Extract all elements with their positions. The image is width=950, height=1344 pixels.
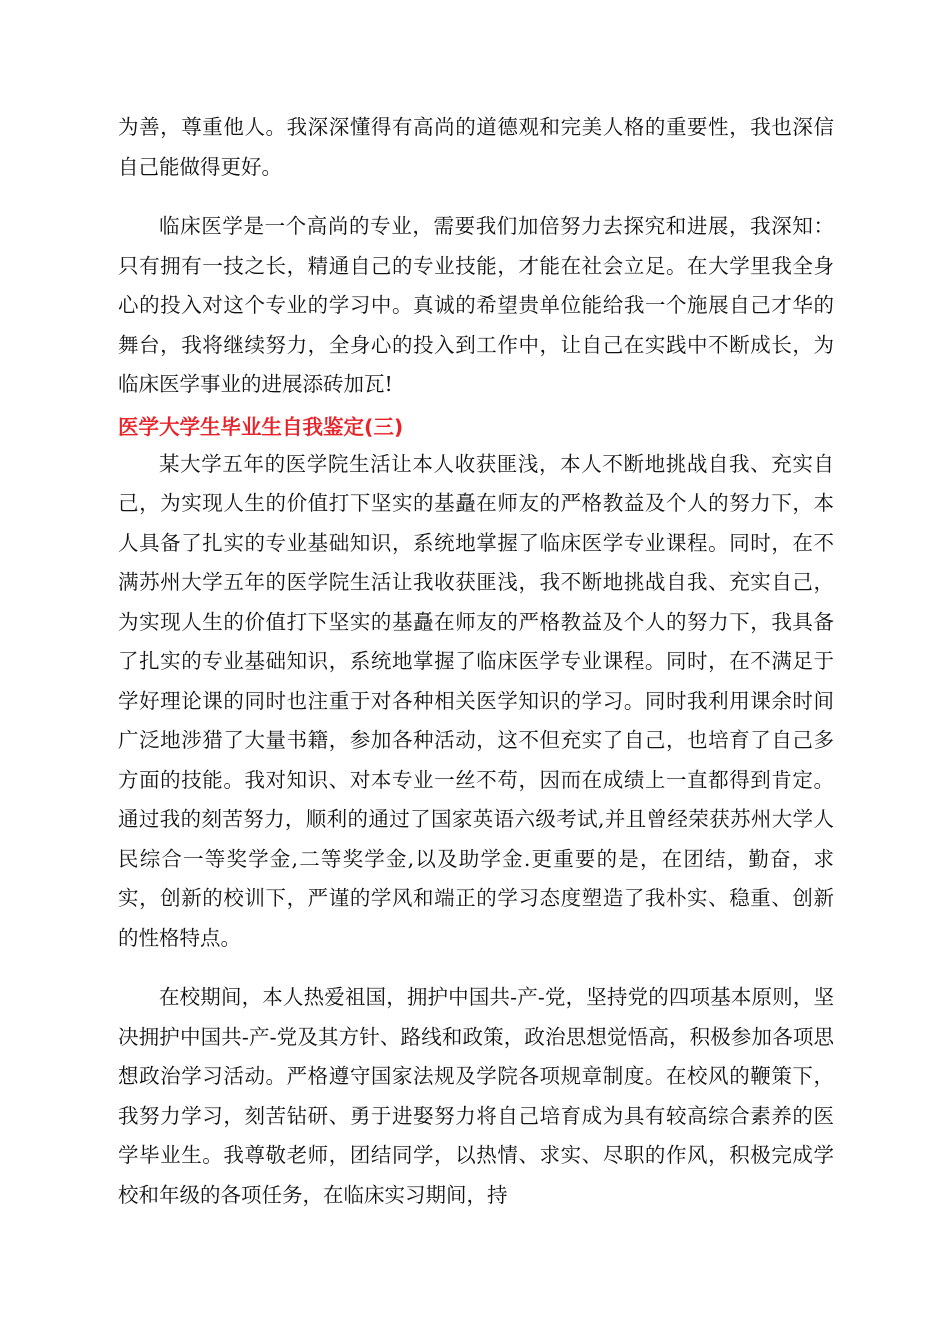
paragraph-university-life: 某大学五年的医学院生活让本人收获匪浅，本人不断地挑战自我、充实自己，为实现人生的价值打下坚实的基矗在师友的严格教益及个人的努力下，本人具备了扎实的专业基础知识，系统地掌握了临床医学专业课程。同时，在不满苏州大学五年的医学院生活让我收获匪浅，我不断地挑战自我、充实自己，为实现人生的价值打下坚实的基矗在师友的严格教益及个人的努力下，我具备了扎实的专业基础知识，系统地掌握了临床医学专业课程。同时，在不满足于学好理论课的同时也注重于对各种相关医学知识的学习。同时我利用课余时间广泛地涉猎了大量书籍，参加各种活动，这不但充实了自己，也培育了自己多方面的技能。我对知识、对本专业一丝不苟，因而在成绩上一直都得到肯定。通过我的刻苦努力，顺利的通过了国家英语六级考试,并且曾经荣获苏州大学人民综合一等奖学金,二等奖学金,以及助学金.更重要的是，在团结，勤奋，求实，创新的校训下，严谨的学风和端正的学习态度塑造了我朴实、稳重、创新的性格特点。: [118, 451, 834, 950]
paragraph-school-period: 在校期间，本人热爱祖国，拥护中国共-产-党，坚持党的四项基本原则，坚决拥护中国共-产-党及其方针、路线和政策，政治思想觉悟高，积极参加各项思想政治学习活动。严格遵守国家法规及学院各项规章制度。在校风的鞭策下，我努力学习，刻苦钻研、勇于进娶努力将自己培育成为具有较高综合素养的医学毕业生。我尊敬老师，团结同学，以热情、求实、尽职的作风，积极完成学校和年级的各项任务，在临床实习期间，持: [118, 985, 834, 1207]
section-heading: 医学大学生毕业生自我鉴定(三): [118, 414, 404, 439]
paragraph-gap: [118, 187, 834, 207]
document-page: [118, 108, 834, 1215]
paragraph-gap: [118, 958, 834, 978]
paragraph-continuation: 为善，尊重他人。我深深懂得有高尚的道德观和完美人格的重要性，我也深信自己能做得更好。: [118, 115, 834, 179]
paragraph-clinical-medicine: 临床医学是一个高尚的专业，需要我们加倍努力去探究和进展，我深知：只有拥有一技之长，精通自己的专业技能，才能在社会立足。在大学里我全身心的投入对这个专业的学习中。真诚的希望贵单位能给我一个施展自己才华的舞台，我将继续努力，全身心的投入到工作中，让自己在实践中不断成长，为临床医学事业的进展添砖加瓦!: [118, 214, 834, 396]
